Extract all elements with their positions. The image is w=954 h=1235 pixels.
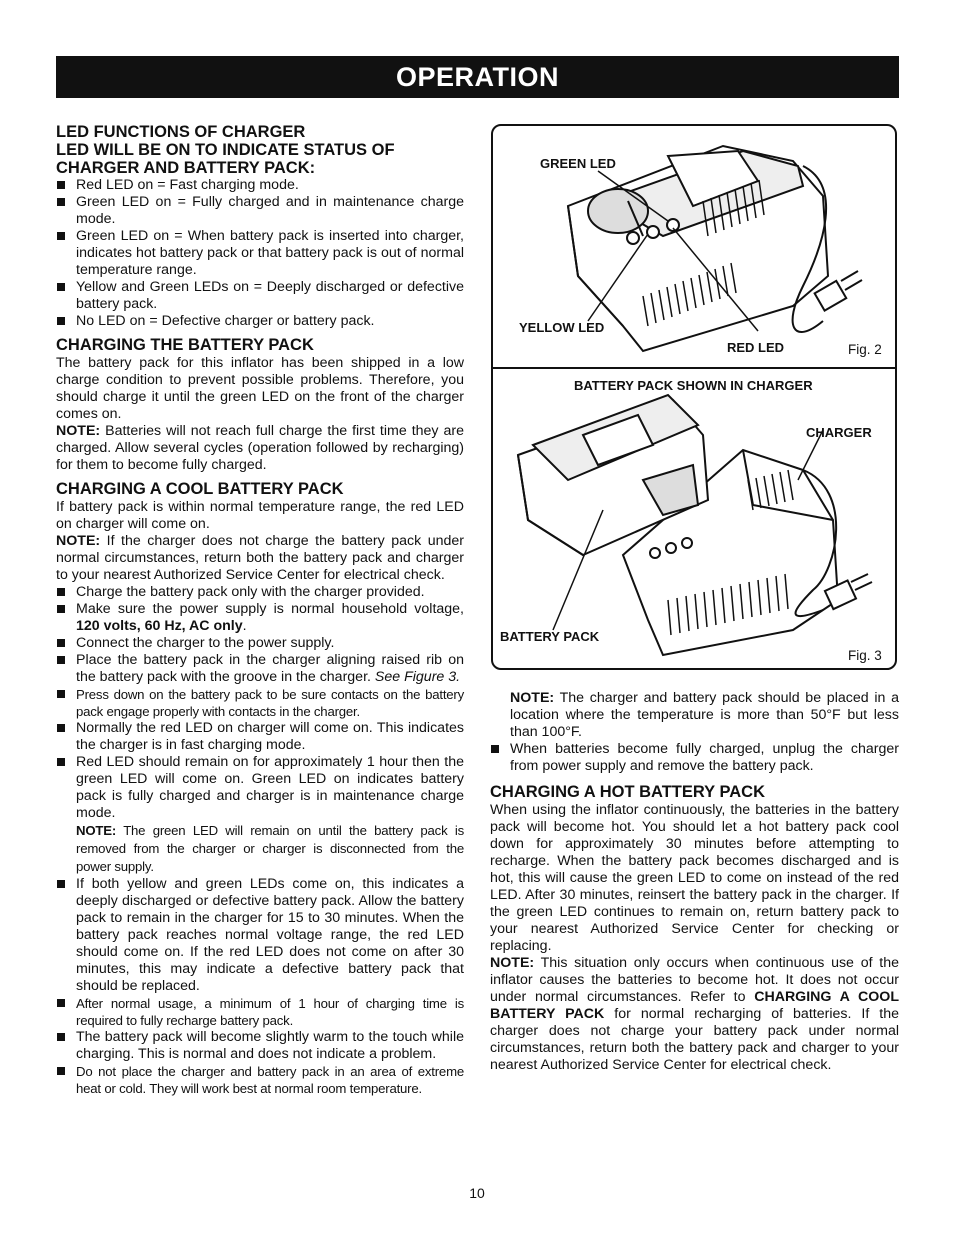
charger-label: CHARGER (806, 425, 872, 440)
led-list (56, 177, 464, 330)
unplug-list (490, 741, 899, 775)
page-number: 10 (469, 1185, 485, 1201)
led-heading-line-3: CHARGER AND BATTERY PACK: (56, 159, 316, 177)
list-item: After normal usage, a minimum of 1 hour of charging time is required to fully recharge battery pack. (56, 995, 464, 1029)
figure-divider (491, 367, 897, 369)
cool-list (56, 584, 464, 1097)
charging-heading: CHARGING THE BATTERY PACK (56, 336, 314, 354)
placement-note (490, 690, 899, 741)
led-heading-line-1: LED FUNCTIONS OF CHARGER (56, 123, 306, 141)
list-item: Normally the red LED on charger will come on. This indicates the charger is in fast charging mode. (56, 720, 464, 754)
note-text: If the charger does not charge the battery pack under normal circumstances, return both the battery pack and charger to your nearest Authorized Service Center for electrical check. (56, 533, 464, 583)
note-label: NOTE: (56, 423, 101, 439)
list-item: Charge the battery pack only with the charger provided. (56, 584, 464, 601)
list-item: Place the battery pack in the charger aligning raised rib on the battery pack with the groove in the charger. See Figure 3. (56, 652, 464, 686)
cool-body: If battery pack is within normal temperature range, the red LED on charger will come on. (56, 499, 464, 532)
page-title: OPERATION (56, 56, 899, 98)
right-column (490, 690, 899, 1074)
list-item: Connect the charger to the power supply. (56, 635, 464, 652)
hot-body: When using the inflator continuously, the batteries in the battery pack will become hot. You should let a hot battery pack cool down for approximately 30 minutes before attempting to recharge. When the battery pack becomes discharged and is hot, this will cause the green LED to come on instead of the red LED. After 30 minutes, reinsert the battery pack in the charger. If the green LED continues to remain on, return battery pack to your nearest Authorized Service Center for checking or replacing. (490, 802, 899, 954)
list-item: Green LED on = Fully charged and in maintenance charge mode. (56, 194, 464, 228)
cool-heading: CHARGING A COOL BATTERY PACK (56, 480, 344, 498)
battery-pack-label: BATTERY PACK (500, 629, 600, 644)
charging-body: The battery pack for this inflator has been shipped in a low charge condition to prevent possible problems. Therefore, you should charge it until the green LED on the front of the charger comes on. (56, 355, 464, 422)
list-item: Green LED on = When battery pack is inserted into charger, indicates hot battery pack or that battery pack is out of normal temperature range. (56, 228, 464, 279)
list-item: Do not place the charger and battery pack in an area of extreme heat or cold. They will work best at normal room temperature. (56, 1063, 464, 1097)
list-item: Red LED should remain on for approximately 1 hour then the green LED will come on. Green LED on indicates battery pack is fully charged and charger is in maintenance charge mode. NOTE: The green LED will remain on until the battery pack is removed from the charger or charger is disconnected from the power supply. (56, 754, 464, 876)
battery-in-charger-illustration (493, 370, 895, 666)
fig2-caption: Fig. 2 (848, 342, 882, 357)
left-column (56, 123, 464, 1097)
green-led-label: GREEN LED (540, 156, 616, 171)
led-heading (56, 123, 464, 177)
red-led-label: RED LED (727, 340, 785, 355)
note-label: NOTE: (510, 690, 555, 706)
battery-in-charger-label: BATTERY PACK SHOWN IN CHARGER (574, 378, 813, 393)
led-heading-line-2: LED WILL BE ON TO INDICATE STATUS OF (56, 141, 395, 159)
yellow-led-label: YELLOW LED (519, 320, 605, 335)
list-item: When batteries become fully charged, unplug the charger from power supply and remove the battery pack. (490, 741, 899, 775)
list-item: Press down on the battery pack to be sure contacts on the battery pack engage properly with contacts in the charger. (56, 686, 464, 720)
hot-heading: CHARGING A HOT BATTERY PACK (490, 783, 765, 801)
list-item: Red LED on = Fast charging mode. (56, 177, 464, 194)
note-text: The charger and battery pack should be placed in a location where the temperature is more than 50°F but less than 100°F. (510, 690, 899, 740)
fig3-caption: Fig. 3 (848, 648, 882, 663)
note-text: Batteries will not reach full charge the first time they are charged. Allow several cycles (operation followed by recharging) for them to become fully charged. (56, 423, 464, 473)
note-label: NOTE: (490, 955, 535, 971)
list-item: If both yellow and green LEDs come on, this indicates a deeply discharged or defective battery pack. Allow the battery pack to remain in the charger for 15 to 30 minutes. When the battery pack reaches normal voltage range, the red LED should come on. If the red LED does not come on after 30 minutes, this may indicate a defective battery pack that should be replaced. (56, 876, 464, 995)
list-item: Make sure the power supply is normal household voltage, 120 volts, 60 Hz, AC only. (56, 601, 464, 635)
list-item: Yellow and Green LEDs on = Deeply discharged or defective battery pack. (56, 279, 464, 313)
cool-note (56, 533, 464, 584)
list-item: The battery pack will become slightly warm to the touch while charging. This is normal and does not indicate a problem. (56, 1029, 464, 1063)
note-label: NOTE: (56, 533, 101, 549)
charging-note (56, 423, 464, 474)
hot-note: NOTE: This situation only occurs when continuous use of the inflator causes the batteries to become hot. It does not occur under normal circumstances. Refer to CHARGING A COOL BATTERY PACK for normal recharging of batteries. If the charger does not charge your battery pack under normal circumstances, return both the battery pack and charger to your nearest Authorized Service Center for electrical check. (490, 955, 899, 1073)
list-item: No LED on = Defective charger or battery pack. (56, 313, 464, 330)
